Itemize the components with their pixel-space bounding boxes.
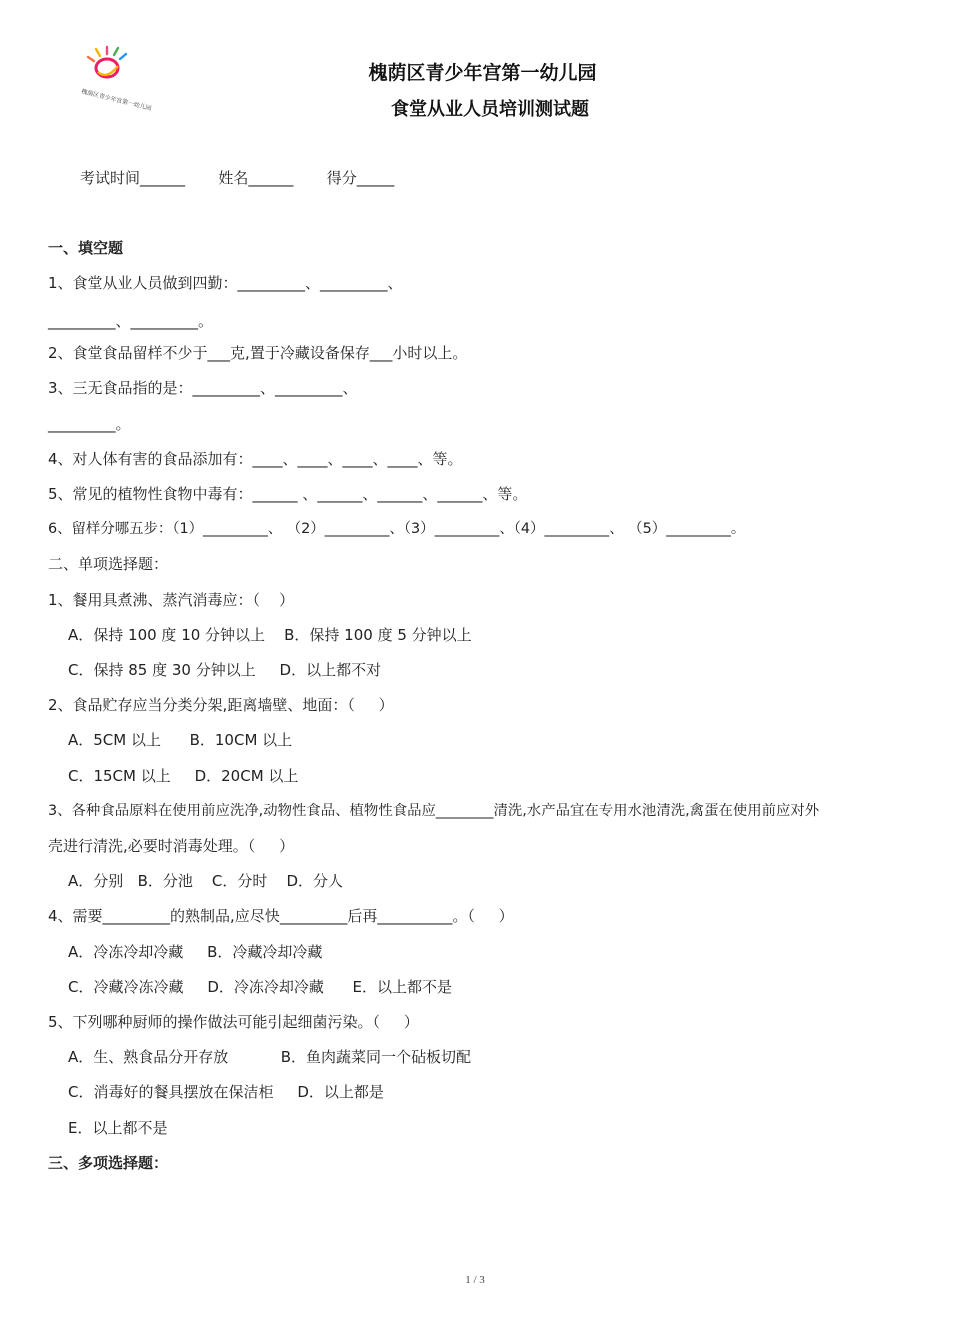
section-heading-multi-choice: 三、多项选择题：: [48, 1154, 169, 1172]
svg-text:槐荫区青少年宫第一幼儿园: 槐荫区青少年宫第一幼儿园: [80, 88, 153, 113]
question-line: 4、需要_________的熟制品,应尽快_________后再__________。（ ）: [48, 907, 514, 925]
question-line: 2、食品贮存应当分类分架,距离墙壁、地面：（ ）: [48, 696, 394, 714]
school-name: 槐荫区青少年宫第一幼儿园: [368, 62, 597, 84]
question-line: 1、餐用具煮沸、蒸汽消毒应：（ ）: [48, 591, 295, 609]
question-line: 5、常见的植物性食物中毒有：______ 、______、______、______、等。: [48, 485, 528, 503]
question-line: 壳进行清洗,必要时消毒处理。（ ）: [48, 837, 295, 855]
question-line: 2、食堂食品留样不少于___克,置于冷藏设备保存___小时以上。: [48, 344, 468, 362]
exam-info-line: 考试时间______ 姓名______ 得分_____: [80, 169, 395, 187]
page-number: 1 / 3: [465, 1274, 485, 1286]
exam-title: 食堂从业人员培训测试题: [391, 99, 589, 120]
option-line: C．15CM 以上 D．20CM 以上: [68, 767, 299, 785]
option-line: C．冷藏冷冻冷藏 D．冷冻冷却冷藏 E．以上都不是: [68, 978, 452, 996]
option-line: A．保持 100 度 10 分钟以上 B．保持 100 度 5 分钟以上: [68, 626, 472, 644]
question-line: 4、对人体有害的食品添加有：____、____、____、____、等。: [48, 450, 463, 468]
question-line: _________。: [48, 415, 131, 433]
question-line: 1、食堂从业人员做到四勤：_________、_________、: [48, 274, 403, 292]
option-line: A．分别 B．分池 C．分时 D．分人: [68, 872, 344, 890]
question-line: 3、三无食品指的是：_________、_________、: [48, 379, 358, 397]
option-line: C．保持 85 度 30 分钟以上 D．以上都不对: [68, 661, 382, 679]
question-line: 5、下列哪种厨师的操作做法可能引起细菌污染。（ ）: [48, 1013, 419, 1031]
question-line: 6、留样分哪五步：（1）_________、 （2）_________、（3）_________、（4）_________、 （5）_________。: [48, 521, 746, 537]
option-line: E．以上都不是: [68, 1119, 168, 1137]
option-line: A．冷冻冷却冷藏 B．冷藏冷却冷藏: [68, 943, 323, 961]
section-heading-fill-blank: 一、填空题: [48, 239, 124, 257]
section-heading-single-choice: 二、单项选择题：: [48, 555, 169, 573]
question-line: _________、_________。: [48, 312, 214, 330]
option-line: A．生、熟食品分开存放 B．鱼肉蔬菜同一个砧板切配: [68, 1048, 472, 1066]
option-line: A．5CM 以上 B．10CM 以上: [68, 731, 293, 749]
option-line: C．消毒好的餐具摆放在保洁柜 D．以上都是: [68, 1083, 384, 1101]
question-line: 3、各种食品原料在使用前应洗净,动物性食品、植物性食品应________清洗,水产品宜在专用水池清洗,禽蛋在使用前应对外: [48, 803, 820, 819]
